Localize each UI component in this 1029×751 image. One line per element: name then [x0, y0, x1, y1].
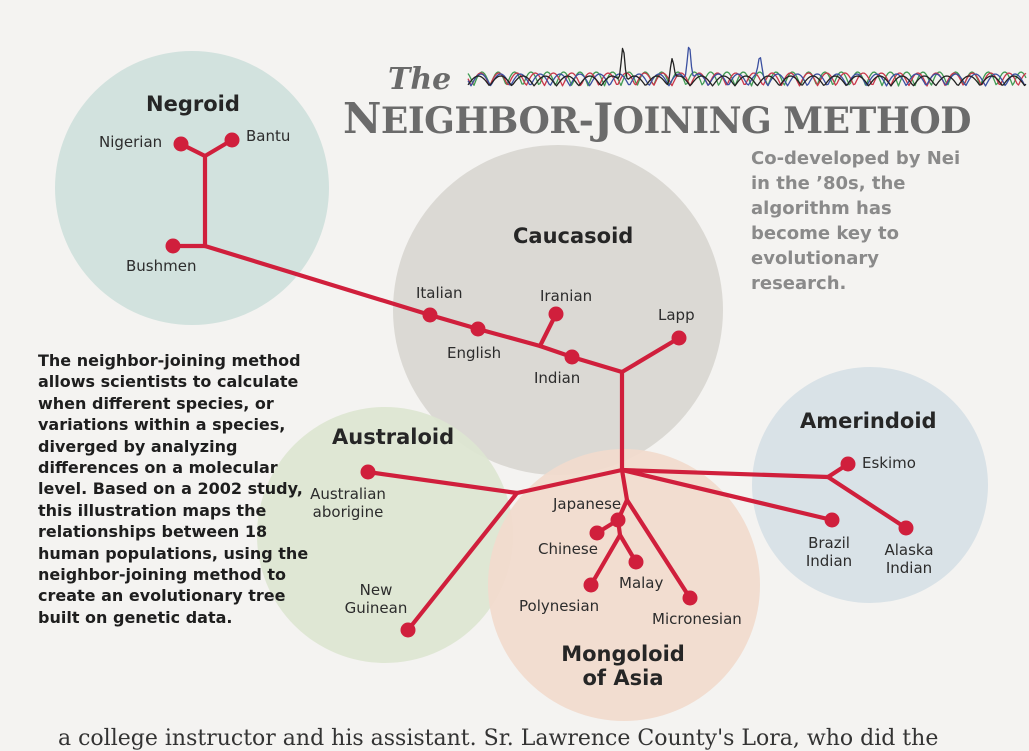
- label-alaska-indian-line1: Alaska: [884, 541, 934, 559]
- label-new-guinean-line1: New: [359, 581, 393, 599]
- label-alaska-indian-line2: Indian: [885, 559, 933, 577]
- label-new-guinean: [334, 581, 418, 617]
- node-bantu: [225, 133, 240, 148]
- node-australian-aborigine: [361, 465, 376, 480]
- footer-text-fragment: a college instructor and his assistant. Sr. Lawrence County's Lora, who did the: [58, 726, 939, 751]
- title-the: The: [388, 62, 452, 97]
- sidenote: Co-developed by Nei in the ’80s, the algorithm has become key to evolutionary research.: [751, 148, 961, 294]
- label-italian: Italian: [416, 284, 463, 302]
- label-alaska-indian: [877, 541, 941, 577]
- node-new-guinean: [401, 623, 416, 638]
- label-eskimo: Eskimo: [862, 454, 916, 472]
- node-english: [471, 322, 486, 337]
- node-chinese: [590, 526, 605, 541]
- page-title: [343, 94, 971, 143]
- label-nigerian: Nigerian: [99, 133, 163, 151]
- title-part-2: OINING METHOD: [612, 100, 971, 142]
- label-new-guinean-line2: Guinean: [344, 599, 408, 617]
- group-label-negroid: Negroid: [146, 92, 240, 116]
- title-initial-n: N: [343, 94, 381, 143]
- node-lapp: [672, 331, 687, 346]
- label-japanese: Japanese: [553, 495, 622, 513]
- node-bushmen: [166, 239, 181, 254]
- label-lapp: Lapp: [658, 306, 695, 324]
- label-indian: Indian: [534, 369, 581, 387]
- label-malay: Malay: [619, 574, 664, 592]
- title-part-1: EIGHBOR-: [380, 100, 594, 142]
- label-iranian: Iranian: [540, 287, 593, 305]
- label-micronesian: Micronesian: [652, 610, 742, 628]
- node-indian: [565, 350, 580, 365]
- group-label-mongoloid-line1: Mongoloid: [561, 642, 685, 666]
- group-label-mongoloid: [548, 642, 698, 690]
- group-label-mongoloid-line2: of Asia: [582, 666, 664, 690]
- title-initial-j: J: [593, 94, 613, 143]
- dna-waveform: [468, 47, 1026, 86]
- label-english: English: [447, 344, 502, 362]
- node-japanese: [611, 513, 626, 528]
- label-australian-aborigine-line2: aborigine: [312, 503, 384, 521]
- amerindoid-circle: [752, 367, 988, 603]
- label-australian-aborigine-line1: Australian: [310, 485, 386, 503]
- label-brazil-indian-line1: Brazil: [808, 534, 850, 552]
- label-bantu: Bantu: [246, 127, 291, 145]
- group-label-australoid: Australoid: [332, 425, 455, 449]
- node-eskimo: [841, 457, 856, 472]
- node-micronesian: [683, 591, 698, 606]
- node-iranian: [549, 307, 564, 322]
- node-italian: [423, 308, 438, 323]
- node-polynesian: [584, 578, 599, 593]
- label-brazil-indian-line2: Indian: [805, 552, 853, 570]
- node-brazil-indian: [825, 513, 840, 528]
- label-brazil-indian: [797, 534, 861, 570]
- node-malay: [629, 555, 644, 570]
- body-text: The neighbor-joining method allows scientists to calculate when different species, or variations within a species, diverged by analyzing differences on a molecular level. Based on a 2002 study, this illustration maps the relationships between 18 human populations, using the neighbor-joining method to create an evolutionary tree built on genetic data.: [38, 351, 309, 627]
- label-australian-aborigine: [298, 485, 398, 521]
- label-polynesian: Polynesian: [519, 597, 600, 615]
- node-nigerian: [174, 137, 189, 152]
- group-label-amerindoid: Amerindoid: [800, 409, 937, 433]
- node-alaska-indian: [899, 521, 914, 536]
- group-label-caucasoid: Caucasoid: [513, 224, 634, 248]
- label-bushmen: Bushmen: [126, 257, 197, 275]
- label-chinese: Chinese: [538, 540, 598, 558]
